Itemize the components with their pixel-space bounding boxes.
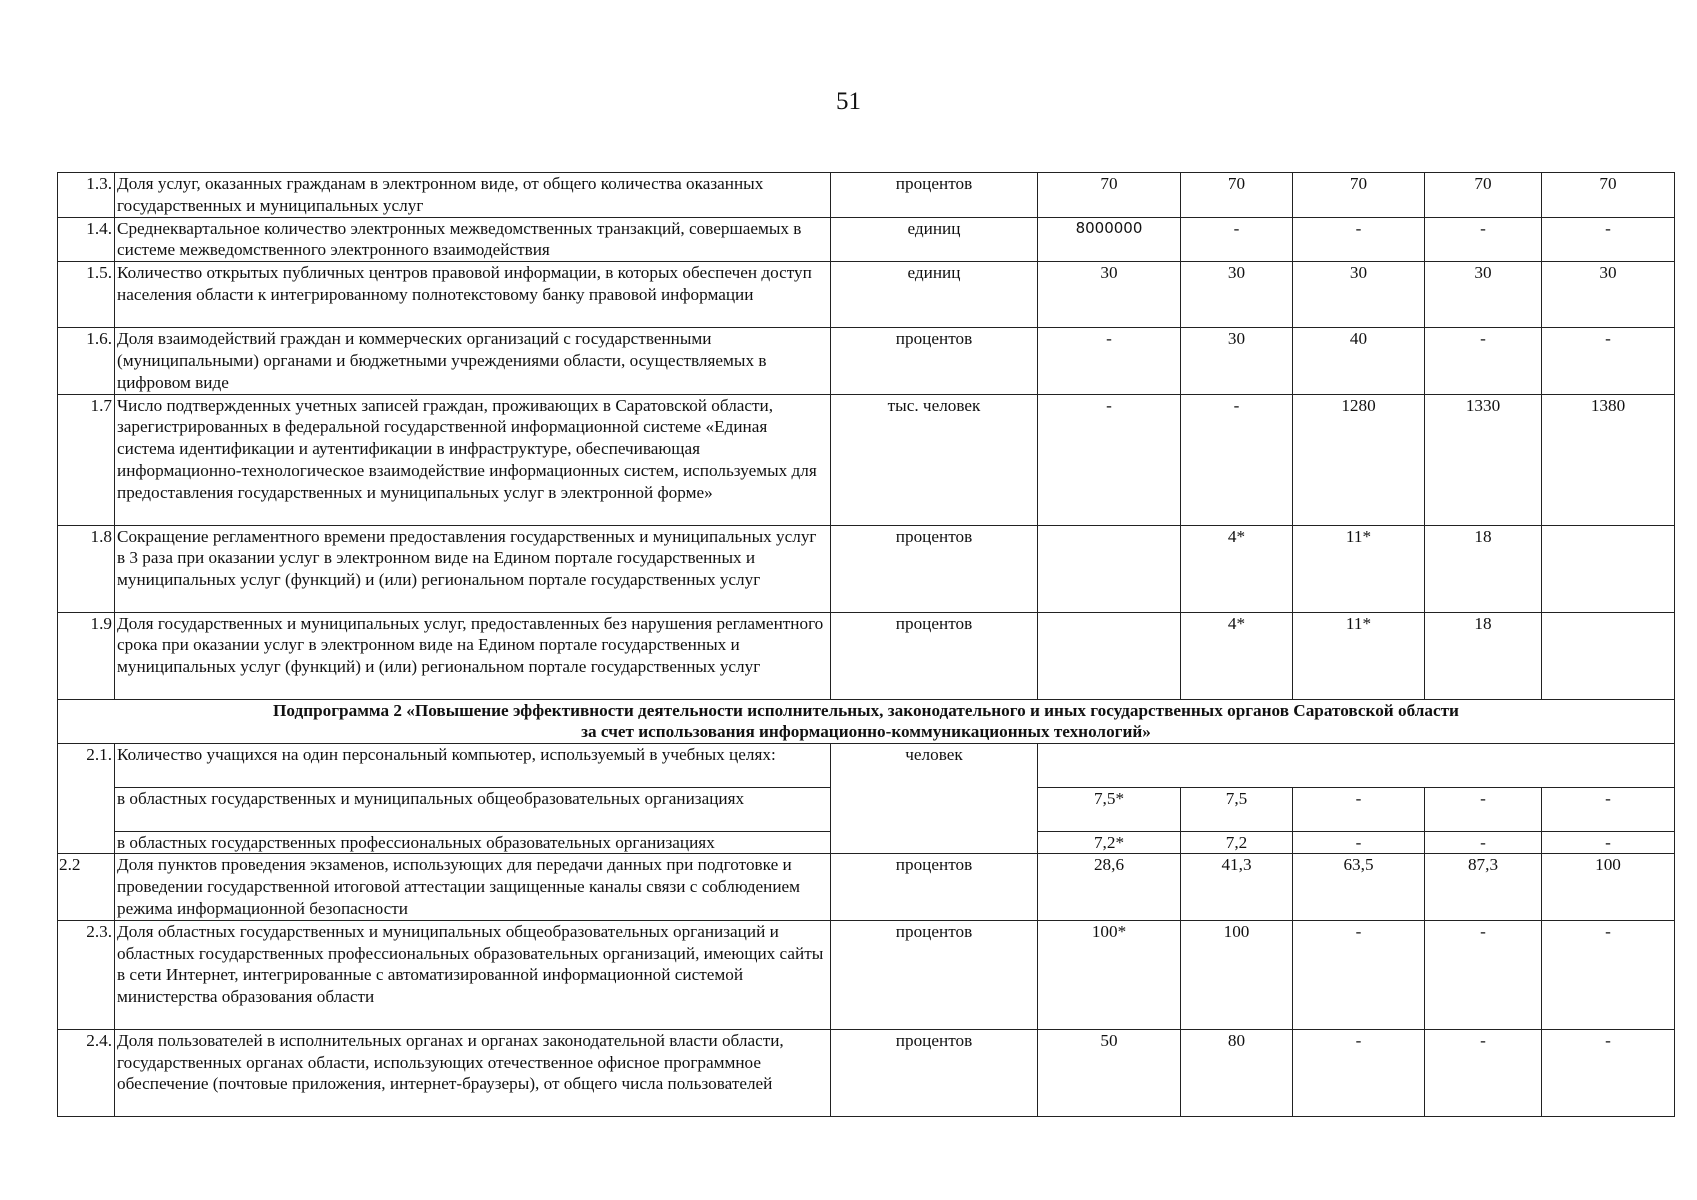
value-cell: - xyxy=(1181,394,1293,525)
value-cell: 7,5* xyxy=(1038,787,1181,831)
unit-cell: процентов xyxy=(831,1029,1038,1116)
value-cell: 1330 xyxy=(1425,394,1542,525)
indicator-name: Доля пунктов проведения экзаменов, использующих для передачи данных при подготовке и проведении государственной итоговой аттестации защищенные каналы связи с соблюдением режима информационной безопасности xyxy=(115,854,831,920)
row-number: 1.5. xyxy=(58,262,115,328)
value-cell: 41,3 xyxy=(1181,854,1293,920)
subprogram-title xyxy=(58,699,1675,743)
value-cell: 30 xyxy=(1293,262,1425,328)
row-number: 2.2 xyxy=(58,854,115,920)
table-row xyxy=(58,328,1675,394)
value-cell: 28,6 xyxy=(1038,854,1181,920)
value-cell: 70 xyxy=(1293,173,1425,218)
value-cell: 30 xyxy=(1038,262,1181,328)
value-cell: 30 xyxy=(1181,328,1293,394)
subprogram-header-row xyxy=(58,699,1675,743)
value-cell: 87,3 xyxy=(1425,854,1542,920)
unit-cell: тыс. человек xyxy=(831,394,1038,525)
value-cell: 30 xyxy=(1542,262,1675,328)
value-cell xyxy=(1038,525,1181,612)
table-row xyxy=(58,394,1675,525)
value-cell: 70 xyxy=(1181,173,1293,218)
page-number: 51 xyxy=(836,88,861,115)
value-cell: 11* xyxy=(1293,612,1425,699)
indicator-name: Количество открытых публичных центров правовой информации, в которых обеспечен доступ населения области к интегрированному полнотекстовому банку правовой информации xyxy=(115,262,831,328)
value-cell: 70 xyxy=(1542,173,1675,218)
value-cell xyxy=(1542,525,1675,612)
value-cell: 63,5 xyxy=(1293,854,1425,920)
value-cell: 100 xyxy=(1542,854,1675,920)
table-row xyxy=(58,173,1675,218)
row-number: 2.1. xyxy=(58,743,115,854)
value-cell: 11* xyxy=(1293,525,1425,612)
value-cell: - xyxy=(1038,394,1181,525)
table-row xyxy=(58,612,1675,699)
value-cell: 30 xyxy=(1181,262,1293,328)
value-cell: 80 xyxy=(1181,1029,1293,1116)
row-number: 1.8 xyxy=(58,525,115,612)
unit-cell: процентов xyxy=(831,854,1038,920)
value-cell: 4* xyxy=(1181,612,1293,699)
indicator-name: Доля взаимодействий граждан и коммерческих организаций с государственными (муниципальными) органами и бюджетными учреждениями области, осуществляемых в цифровом виде xyxy=(115,328,831,394)
value-cell: 50 xyxy=(1038,1029,1181,1116)
value-cell: 7,5 xyxy=(1181,787,1293,831)
value-cell: - xyxy=(1181,217,1293,262)
unit-cell: единиц xyxy=(831,262,1038,328)
table-row xyxy=(58,262,1675,328)
subprogram-title-line-1: Подпрограмма 2 «Повышение эффективности деятельности исполнительных, законодательного и иных государственных органов Саратовской области xyxy=(273,700,1459,720)
value-cell: - xyxy=(1293,1029,1425,1116)
value-cell: - xyxy=(1293,920,1425,1029)
indicator-name: Доля пользователей в исполнительных органах и органах законодательной власти области, государственных органах области, использующих отечественное офисное программное обеспечение (почтовые приложения, интернет-браузеры), от общего числа пользователей xyxy=(115,1029,831,1116)
value-cell: - xyxy=(1542,831,1675,854)
value-cell: 30 xyxy=(1425,262,1542,328)
unit-cell: процентов xyxy=(831,173,1038,218)
value-cell: - xyxy=(1542,217,1675,262)
value-cell: 1280 xyxy=(1293,394,1425,525)
indicator-name: Доля услуг, оказанных гражданам в электронном виде, от общего количества оказанных государственных и муниципальных услуг xyxy=(115,173,831,218)
value-cell xyxy=(1038,612,1181,699)
row-number: 2.4. xyxy=(58,1029,115,1116)
value-cell: - xyxy=(1293,787,1425,831)
value-cell: 40 xyxy=(1293,328,1425,394)
indicator-name: Доля государственных и муниципальных услуг, предоставленных без нарушения регламентного срока при оказании услуг в электронном виде на Едином портале государственных и муниципальных услуг (функций) и (или) региональном портале государственных услуг xyxy=(115,612,831,699)
table-row xyxy=(58,743,1675,787)
value-cell: - xyxy=(1542,920,1675,1029)
value-cell: 8000000 xyxy=(1038,217,1181,262)
value-cell: - xyxy=(1542,1029,1675,1116)
subprogram-title-line-2: за счет использования информационно-коммуникационных технологий» xyxy=(581,721,1151,741)
row-number: 1.6. xyxy=(58,328,115,394)
row-number: 1.4. xyxy=(58,217,115,262)
value-cell: - xyxy=(1425,920,1542,1029)
value-cell: 70 xyxy=(1038,173,1181,218)
indicator-name: Среднеквартальное количество электронных межведомственных транзакций, совершаемых в системе межведомственного электронного взаимодействия xyxy=(115,217,831,262)
unit-cell: процентов xyxy=(831,328,1038,394)
value-cell: - xyxy=(1425,831,1542,854)
row-number: 1.7 xyxy=(58,394,115,525)
row-number: 1.9 xyxy=(58,612,115,699)
row-number: 1.3. xyxy=(58,173,115,218)
indicator-name: Сокращение регламентного времени предоставления государственных и муниципальных услуг в 3 раза при оказании услуг в электронном виде на Едином портале государственных и муниципальных услуг (функций) и (или) региональном портале государственных услуг xyxy=(115,525,831,612)
row-number: 2.3. xyxy=(58,920,115,1029)
table-row xyxy=(58,525,1675,612)
value-cell: 18 xyxy=(1425,525,1542,612)
value-cell: 100* xyxy=(1038,920,1181,1029)
value-cell: - xyxy=(1542,328,1675,394)
unit-cell: процентов xyxy=(831,920,1038,1029)
unit-cell: человек xyxy=(831,743,1038,854)
value-cell: 18 xyxy=(1425,612,1542,699)
value-cell: - xyxy=(1425,328,1542,394)
value-cell: - xyxy=(1542,787,1675,831)
value-cell: 4* xyxy=(1181,525,1293,612)
indicator-subname: в областных государственных профессиональных образовательных организациях xyxy=(115,831,831,854)
indicators-table xyxy=(57,172,1675,1117)
value-cell xyxy=(1542,612,1675,699)
table-row xyxy=(58,1029,1675,1116)
table-row xyxy=(58,854,1675,920)
value-cell: - xyxy=(1425,1029,1542,1116)
value-cell: 100 xyxy=(1181,920,1293,1029)
table-row xyxy=(58,920,1675,1029)
unit-cell: единиц xyxy=(831,217,1038,262)
value-cell: 70 xyxy=(1425,173,1542,218)
value-cell: - xyxy=(1425,217,1542,262)
indicator-subname: в областных государственных и муниципальных общеобразовательных организациях xyxy=(115,787,831,831)
value-cell: - xyxy=(1038,328,1181,394)
value-cell: - xyxy=(1293,831,1425,854)
unit-cell: процентов xyxy=(831,525,1038,612)
indicator-name: Доля областных государственных и муниципальных общеобразовательных организаций и областных государственных профессиональных образовательных организаций, имеющих сайты в сети Интернет, интегрированные с автоматизированной информационной системой министерства образования области xyxy=(115,920,831,1029)
value-cell: 1380 xyxy=(1542,394,1675,525)
empty-value-cell xyxy=(1038,743,1675,787)
value-cell: 7,2* xyxy=(1038,831,1181,854)
value-cell: 7,2 xyxy=(1181,831,1293,854)
indicator-name: Число подтвержденных учетных записей граждан, проживающих в Саратовской области, зарегистрированных в федеральной государственной информационной системе «Единая система идентификации и аутентификации в инфраструктуре, обеспечивающая информационно-технологическое взаимодействие информационных систем, используемых для предоставления государственных и муниципальных услуг в электронной форме» xyxy=(115,394,831,525)
table-row xyxy=(58,217,1675,262)
unit-cell: процентов xyxy=(831,612,1038,699)
value-cell: - xyxy=(1425,787,1542,831)
indicator-name: Количество учащихся на один персональный компьютер, используемый в учебных целях: xyxy=(115,743,831,787)
value-cell: - xyxy=(1293,217,1425,262)
